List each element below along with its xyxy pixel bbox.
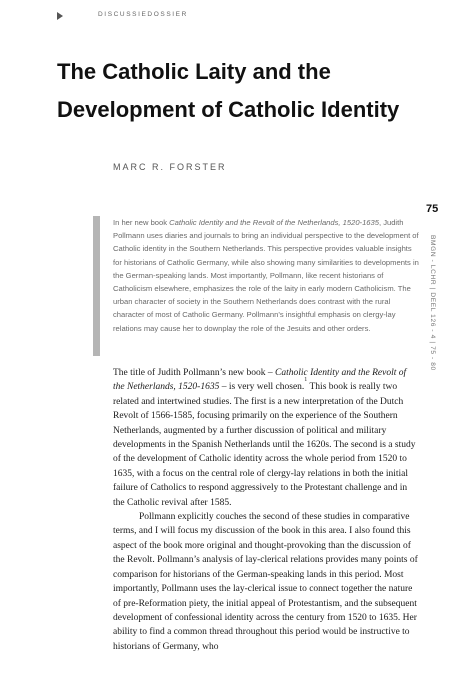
body-p1-text-3: This book is really two related and intertwined studies. The first is a new interpretation of the Dutch Revolt of 1566-1585, focusing primarily on the experience of the Southern Netherlands, augmented by a further discussion of political and military developments in the Spanish Netherlands until the 1620s. The second is a study of the development of Catholic identity across the whole period from 1520 to 1635, with a focus on the central role of clergy-lay relations in both the initial failure of Catholics to respond aggressively to the Protestant challenge and in the Catholic revival after 1585. (113, 382, 416, 508)
article-body (113, 366, 419, 654)
footnote-marker[interactable]: 1 (304, 377, 308, 384)
journal-reference (424, 235, 438, 465)
body-paragraph-2: Pollmann explicitly couches the second of these studies in comparative terms, and I will focus my discussion of the book in this area. I also found this aspect of the book more original and thought-provoking than the discussion of the Revolt. Pollmann’s analysis of lay-clerical relations provides many points of comparison for historians of the German-speaking lands in this period. Most importantly, Pollmann uses the lay-clerical issue to connect together the nature of pre-Reformation piety, the initial appeal of Protestantism, and the subsequent development of confessional identity across the century from 1520 to 1635. Her ability to find a common thread throughout this period would be instructive to historians of Germany, who (113, 512, 418, 652)
section-marker-icon (57, 12, 63, 20)
body-p1-text-2: – is very well chosen. (219, 382, 305, 393)
author-name: MARC R. FORSTER (113, 162, 227, 172)
body-p1-text-1: The title of Judith Pollmann’s new book – (113, 368, 276, 378)
abstract-text-2: , Judith Pollmann uses diaries and journals to bring an individual perspective to the development of Catholic identity in the Southern Netherlands. This perspective provides valuable insights for historians of Catholic Germany, while also showing many similarities to developments in the German-speaking lands. Most importantly, Pollmann, like recent historians of Catholicism elsewhere, emphasizes the role of the laity in early modern Catholicism. The urban character of society in the Southern Netherlands does contrast with the rural character of most of Catholic Germany. Pollmann’s insightful emphasis on clergy-lay relations may cause her to downplay the role of the Jesuits and other orders. (113, 218, 419, 333)
page-number: 75 (426, 203, 439, 215)
title-line-1: The Catholic Laity and the (57, 59, 331, 84)
abstract-text-1: In her new book (113, 218, 170, 227)
abstract-book-title: Catholic Identity and the Revolt of the Netherlands, 1520-1635 (169, 218, 379, 227)
body-paragraph-1 (113, 366, 419, 510)
article-title (57, 53, 437, 129)
journal-reference-text: BMGN - LCHR | DEEL 126 - 4 | 75 - 80 (429, 235, 436, 371)
abstract (113, 216, 419, 335)
title-line-2: Development of Catholic Identity (57, 97, 400, 122)
abstract-bar (93, 216, 100, 356)
section-label: DISCUSSIEDOSSIER (98, 11, 188, 18)
body-p1-book-title: Catholic Identity and the Revolt of the Netherlands, 1520-1635 (113, 368, 407, 393)
